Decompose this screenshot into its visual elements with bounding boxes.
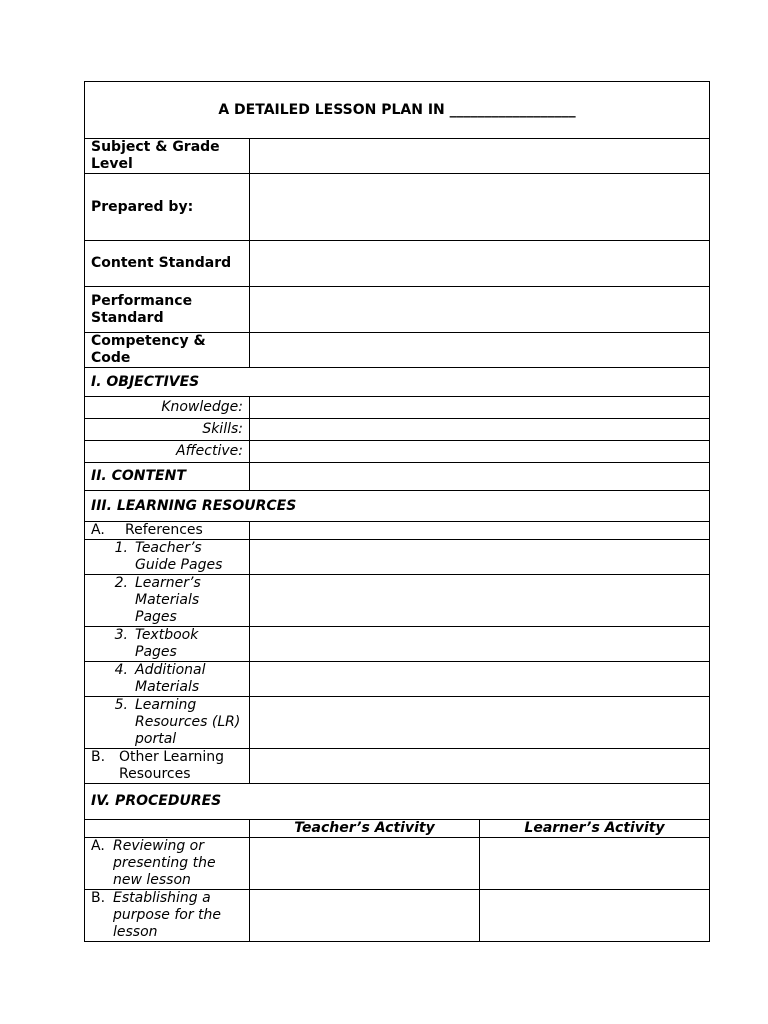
- list-item: [91, 575, 243, 626]
- teachers-guide-label: [85, 540, 250, 575]
- list-number: 4.: [114, 662, 128, 678]
- step-a-learner-field[interactable]: [480, 838, 710, 890]
- list-label: Learner’s Materials Pages: [135, 575, 201, 625]
- skills-field[interactable]: [250, 419, 710, 441]
- learners-materials-label: [85, 575, 250, 627]
- step-b-teacher-field[interactable]: [250, 890, 480, 942]
- list-label: Reviewing or presenting the new lesson: [113, 838, 216, 888]
- affective-label: Affective:: [85, 441, 250, 463]
- content-field[interactable]: [250, 463, 710, 491]
- procedure-step-b-label: [85, 890, 250, 942]
- list-item: [91, 697, 243, 748]
- content-standard-label: Content Standard: [85, 241, 250, 287]
- list-marker: A.: [91, 838, 105, 854]
- affective-field[interactable]: [250, 441, 710, 463]
- subject-grade-field[interactable]: [250, 139, 710, 174]
- lesson-plan-table: [84, 81, 710, 942]
- list-label: Textbook Pages: [135, 627, 199, 660]
- list-marker: B.: [91, 749, 106, 765]
- learners-materials-field[interactable]: [250, 575, 710, 627]
- other-resources-field[interactable]: [250, 749, 710, 784]
- list-label: Other Learning Resources: [119, 749, 224, 782]
- skills-label: Skills:: [85, 419, 250, 441]
- list-item: [91, 540, 243, 574]
- step-a-teacher-field[interactable]: [250, 838, 480, 890]
- additional-materials-field[interactable]: [250, 662, 710, 697]
- procedure-step-a-label: [85, 838, 250, 890]
- list-label: Learning Resources (LR) portal: [135, 697, 241, 747]
- lr-portal-label: [85, 697, 250, 749]
- list-item: [91, 749, 243, 783]
- teachers-guide-field[interactable]: [250, 540, 710, 575]
- additional-materials-label: [85, 662, 250, 697]
- prepared-by-field[interactable]: [250, 174, 710, 241]
- competency-code-field[interactable]: [250, 333, 710, 368]
- lesson-plan-form: [84, 81, 709, 942]
- knowledge-field[interactable]: [250, 397, 710, 419]
- list-label: References: [125, 522, 203, 538]
- teachers-activity-header: Teacher’s Activity: [250, 820, 480, 838]
- list-number: 1.: [114, 540, 128, 556]
- page-title: A DETAILED LESSON PLAN IN __________________: [85, 82, 710, 139]
- list-item: [91, 522, 243, 539]
- prepared-by-label: Prepared by:: [85, 174, 250, 241]
- learners-activity-header: Learner’s Activity: [480, 820, 710, 838]
- list-item: [91, 838, 243, 889]
- list-marker: A.: [91, 522, 105, 538]
- performance-standard-label: Performance Standard: [85, 287, 250, 333]
- list-label: Establishing a purpose for the lesson: [113, 890, 222, 940]
- list-label: Teacher’s Guide Pages: [135, 540, 223, 573]
- textbook-pages-field[interactable]: [250, 627, 710, 662]
- other-resources-label: [85, 749, 250, 784]
- list-number: 3.: [114, 627, 128, 643]
- references-label: [85, 522, 250, 540]
- list-item: [91, 890, 243, 941]
- list-item: [91, 662, 243, 696]
- procedures-heading: IV. PROCEDURES: [85, 784, 710, 820]
- content-heading: II. CONTENT: [85, 463, 250, 491]
- knowledge-label: Knowledge:: [85, 397, 250, 419]
- step-b-learner-field[interactable]: [480, 890, 710, 942]
- references-field[interactable]: [250, 522, 710, 540]
- procedures-blank-header: [85, 820, 250, 838]
- list-marker: B.: [91, 890, 106, 906]
- learning-resources-heading: III. LEARNING RESOURCES: [85, 491, 710, 522]
- content-standard-field[interactable]: [250, 241, 710, 287]
- subject-grade-label: Subject & Grade Level: [85, 139, 250, 174]
- list-item: [91, 627, 243, 661]
- performance-standard-field[interactable]: [250, 287, 710, 333]
- list-number: 5.: [114, 697, 128, 713]
- list-label: Additional Materials: [135, 662, 206, 695]
- competency-code-label: Competency & Code: [85, 333, 250, 368]
- textbook-pages-label: [85, 627, 250, 662]
- list-number: 2.: [114, 575, 128, 591]
- lr-portal-field[interactable]: [250, 697, 710, 749]
- objectives-heading: I. OBJECTIVES: [85, 368, 710, 397]
